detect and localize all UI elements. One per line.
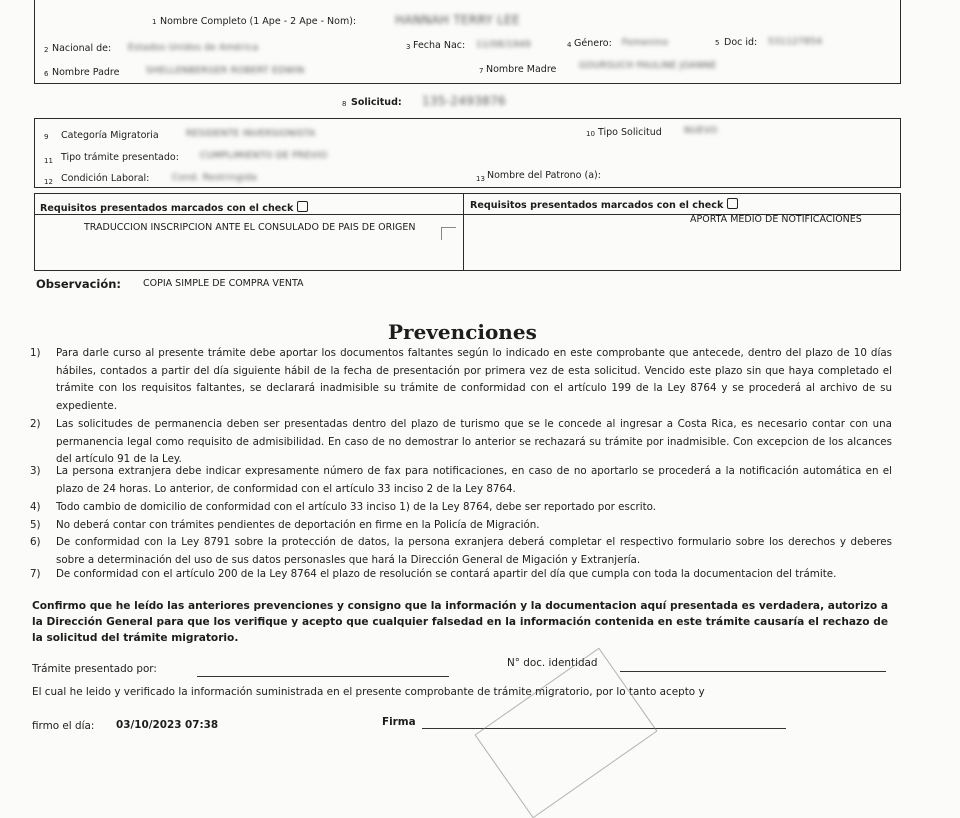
condicion-label: Condición Laboral: xyxy=(61,173,150,184)
checkbox-icon xyxy=(727,198,738,209)
presentado-por-line[interactable] xyxy=(197,676,449,677)
item-number: 3) xyxy=(30,465,41,477)
index-12: 12 xyxy=(44,178,53,186)
index-3: 3 xyxy=(406,43,411,51)
tipo-solicitud-value: NUEVO xyxy=(684,126,718,136)
doc-identidad-line[interactable] xyxy=(620,671,886,672)
solicitud-label: Solicitud: xyxy=(351,97,402,108)
item-text: Todo cambio de domicilio de conformidad con el artículo 33 inciso 1) de la Ley 8764, debe ser reportado por escrito. xyxy=(56,501,657,513)
index-10: 10 xyxy=(586,130,595,138)
index-4: 4 xyxy=(567,41,572,49)
index-2: 2 xyxy=(44,46,49,54)
requisitos-right-header: Requisitos presentados marcados con el check xyxy=(470,198,738,211)
presentado-value: CUMPLIMIENTO DE PREVIO xyxy=(200,151,328,161)
nacional-label: Nacional de: xyxy=(52,43,112,54)
item-text: De conformidad con el artículo 200 de la Ley 8764 el plazo de resolución se contará apartir del día que cumpla con toda la documentacion del trámite. xyxy=(56,568,837,580)
leido-text: El cual he leido y verificado la información suministrada en el presente comprobante de trámite migratorio, por lo tanto acepto y xyxy=(32,686,705,698)
padre-label: Nombre Padre xyxy=(52,67,120,78)
patrono-label: Nombre del Patrono (a): xyxy=(487,170,601,181)
prevencion-item-5 xyxy=(30,517,892,535)
requisitos-left-header: Requisitos presentados marcados con el check xyxy=(40,201,308,214)
padre-value: SHELLENBERGER ROBERT EDWIN xyxy=(146,66,305,76)
item-number: 1) xyxy=(30,347,41,359)
prevencion-item-1 xyxy=(30,345,892,417)
index-6: 6 xyxy=(44,70,49,78)
requisitos-column-divider xyxy=(463,194,464,270)
item-text: Las solicitudes de permanencia deben ser presentadas dentro del plazo de turismo que se le concede al ingresar a Costa Rica, es necesario contar con una permanencia legal como requisito de admisibilidad. En caso de no demostrar lo anterior se rechazará su trámite por inadmisible. Con excepcion de los alcances del artículo 91 de la Ley. xyxy=(56,418,892,466)
categoria-label: Categoría Migratoria xyxy=(61,130,159,141)
item-number: 4) xyxy=(30,501,41,513)
categoria-value: RESIDENTE INVERSIONISTA xyxy=(186,129,316,139)
presentado-por-label: Trámite presentado por: xyxy=(32,663,157,675)
madre-label: Nombre Madre xyxy=(486,64,557,75)
observacion-value: COPIA SIMPLE DE COMPRA VENTA xyxy=(143,278,304,289)
nacional-value: Estados Unidos de América xyxy=(128,43,259,53)
doc-identidad-label: N° doc. identidad xyxy=(507,657,598,669)
firmo-date: 03/10/2023 07:38 xyxy=(116,719,219,731)
item-number: 6) xyxy=(30,536,41,548)
fecha-value: 11/08/1949 xyxy=(476,40,531,50)
confirmation-text: Confirmo que he leído las anteriores prevenciones y consigno que la información y la documentacion aquí presentada es verdadera, autorizo a la Dirección General para que los verifique y acepto que cualquier falsedad en la información contenida en este trámite causaría el rechazo de la solicitud del trámite migratorio. xyxy=(32,600,888,644)
nombre-value: HANNAH TERRY LEE xyxy=(395,13,520,27)
item-text: De conformidad con la Ley 8791 sobre la protección de datos, la persona exranjera deberá completar el respectivo formulario sobre los derechos y deberes sobre a determinación del uso de sus datos personasles que hará la Dirección General de Migación y Extranjería. xyxy=(56,536,892,566)
index-11: 11 xyxy=(44,157,53,165)
genero-value: Femenino xyxy=(622,38,669,48)
index-1: 1 xyxy=(152,18,157,26)
stamp-mark xyxy=(474,648,657,818)
item-number: 2) xyxy=(30,418,41,430)
fecha-label: Fecha Nac: xyxy=(413,40,466,51)
prevencion-item-3 xyxy=(30,463,892,499)
firma-label: Firma xyxy=(382,716,416,728)
prevenciones-title: Prevenciones xyxy=(388,320,537,344)
prevencion-item-6 xyxy=(30,534,892,570)
empty-check-mark xyxy=(441,227,456,240)
item-number: 7) xyxy=(30,568,41,580)
firmo-label: firmo el día: xyxy=(32,720,95,732)
prevencion-item-7 xyxy=(30,566,892,602)
item-number: 5) xyxy=(30,519,41,531)
docid-label: Doc id: xyxy=(724,37,758,48)
index-13: 13 xyxy=(476,175,485,183)
madre-value: GOURSUCH PAULINE JOANNE xyxy=(579,61,717,71)
index-8: 8 xyxy=(342,100,347,108)
requisito-traduccion: TRADUCCION INSCRIPCION ANTE EL CONSULADO DE PAIS DE ORIGEN xyxy=(84,222,416,233)
index-5: 5 xyxy=(715,39,720,47)
prevencion-item-2 xyxy=(30,416,892,468)
docid-value: 531127854 xyxy=(768,37,823,47)
item-text: La persona extranjera debe indicar expresamente número de fax para notificaciones, en caso de no aportarlo se procederá a la notificación automática en el plazo de 24 horas. Lo anterior, de conformidad con el artículo 33 inciso 2 de la Ley 8764. xyxy=(56,465,892,495)
item-text: No deberá contar con trámites pendientes de deportación en firme en la Policía de Migración. xyxy=(56,519,540,531)
solicitud-value: 135-2493876 xyxy=(422,94,506,108)
requisito-notificaciones: APORTA MEDIO DE NOTIFICACIONES xyxy=(690,214,862,225)
condicion-value: Cond. Restringida xyxy=(172,173,257,183)
observacion-label: Observación: xyxy=(36,277,122,291)
presentado-label: Tipo trámite presentado: xyxy=(61,152,179,163)
genero-label: Género: xyxy=(574,38,612,49)
nombre-label: Nombre Completo (1 Ape - 2 Ape - Nom): xyxy=(160,16,357,27)
index-7: 7 xyxy=(479,67,484,75)
checkbox-icon xyxy=(297,201,308,212)
item-text: Para darle curso al presente trámite debe aportar los documentos faltantes según lo indicado en este comprobante que antecede, dentro del plazo de 10 días hábiles, contados a partir del día siguiente hábil de la fecha de presentación por primera vez de esta solicitud. Vencido este plazo sin que haya completado el trámite con los requisitos faltantes, se declarará inadmisible su trámite de conformidad con el artículo 199 de la Ley 8764 y se procederá al archivo de su expediente. xyxy=(56,347,892,412)
tipo-solicitud-label: Tipo Solicitud xyxy=(598,127,662,138)
prevencion-item-4 xyxy=(30,499,892,517)
index-9: 9 xyxy=(44,133,49,141)
